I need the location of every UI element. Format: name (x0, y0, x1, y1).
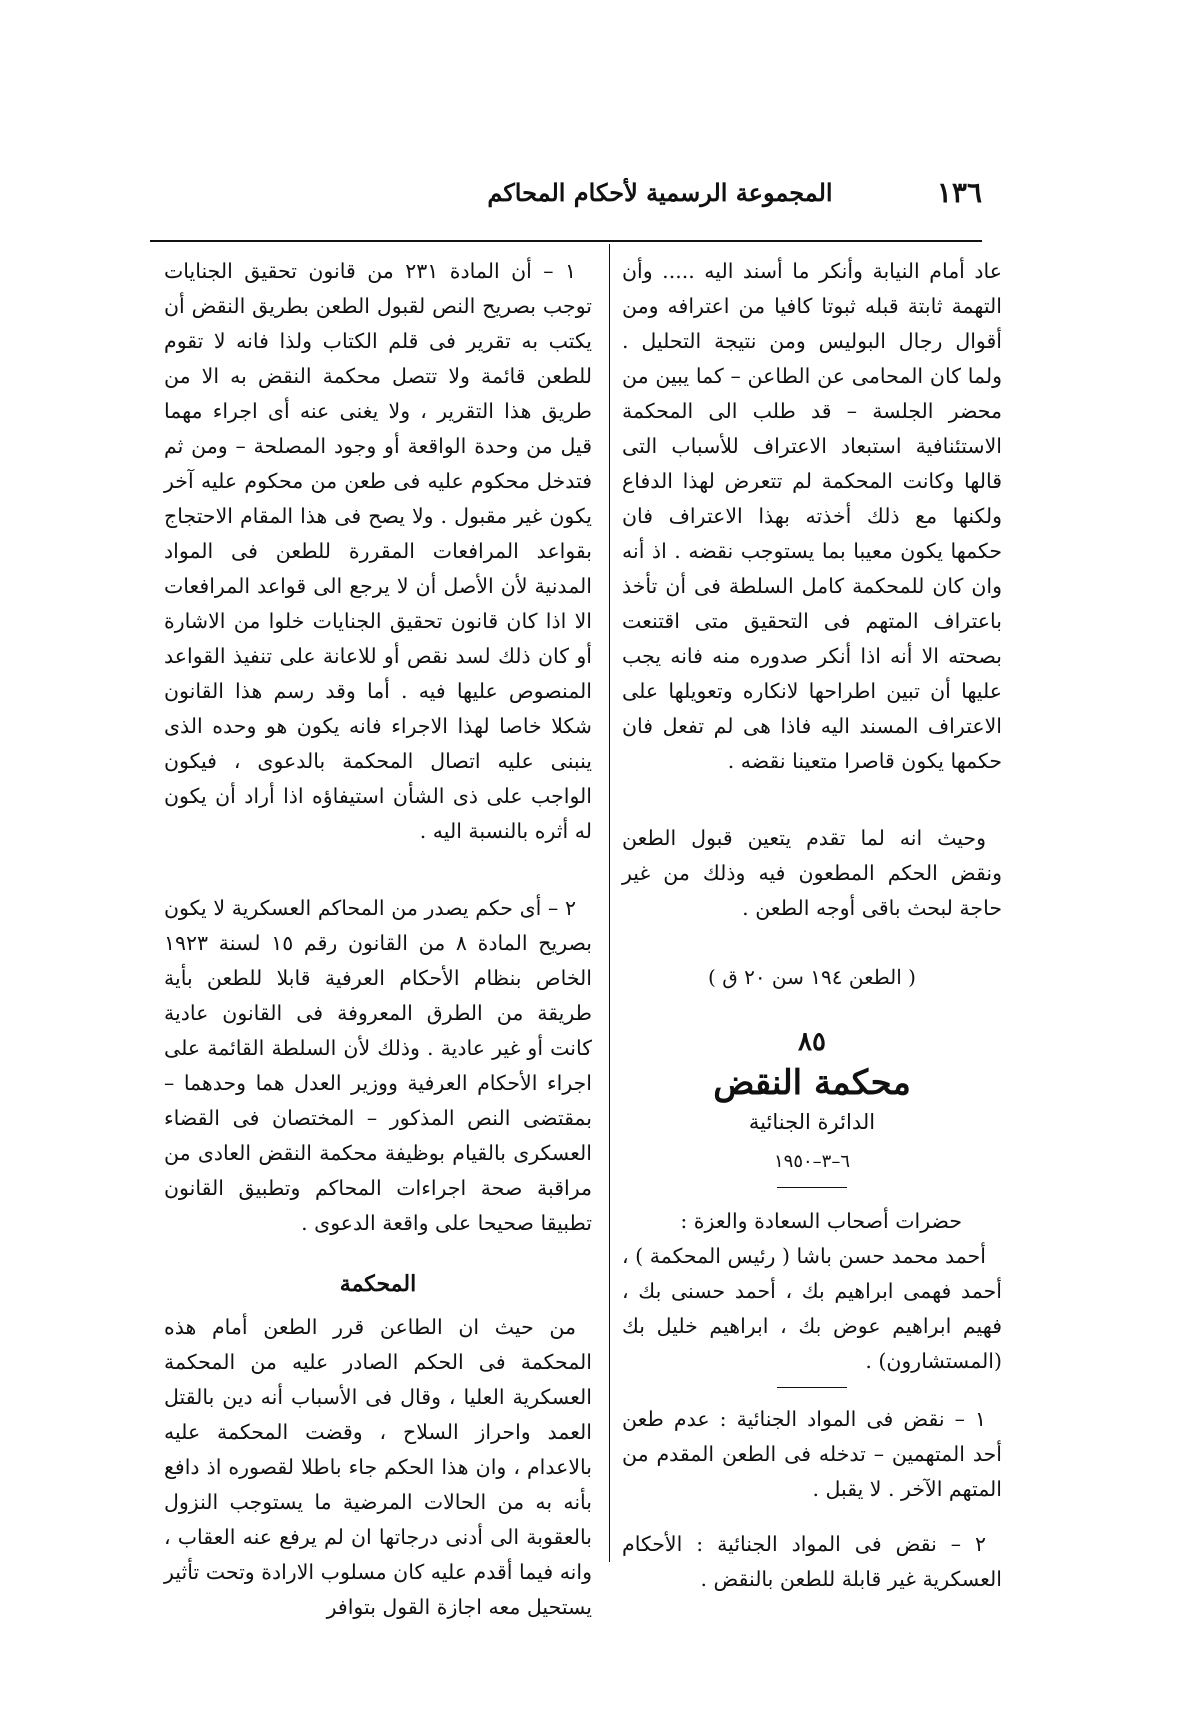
header-rule (150, 240, 982, 242)
judgment-paragraph: من حيث ان الطاعن قرر الطعن أمام هذه المحكمة فى الحكم الصادر عليه من المحكمة العسكرية العليا ، وقال فى الأسباب أنه دين بالقتل العمد واحراز السلاح ، وقضت المحكمة عليه بالاعدام ، وان هذا الحكم جاء باطلا لقصوره اذ دافع بأنه به من الحالات المرضية ما يستوجب النزول بالعقوبة الى أدنى درجاتها ان لم يرفع عنه العقاب ، وانه فيما أقدم عليه كان مسلوب الارادة وتحت تأثير يستحيل معه اجازة القول بتوافر (164, 1315, 592, 1619)
section-heading: المحكمة (339, 1271, 417, 1297)
left-column (164, 254, 592, 1625)
page-number: ١٣٦ (936, 176, 982, 209)
court-name: محكمة النقض (713, 1063, 911, 1103)
case-date: ٦–٣–١٩٥٠ (773, 1151, 850, 1172)
case-number: ٨٥ (798, 1027, 826, 1057)
headnote-1: ١ – نقض فى المواد الجنائية : عدم طعن أحد المتهمين – تدخله فى الطعن المقدم من المتهم الآخر . لا يقبل . (622, 1407, 1002, 1501)
bench-rule (777, 1387, 847, 1388)
page-header (150, 176, 982, 222)
running-title: المجموعة الرسمية لأحكام المحاكم (487, 178, 833, 207)
date-rule (777, 1187, 847, 1188)
continued-paragraph: عاد أمام النيابة وأنكر ما أسند اليه ..... وأن التهمة ثابتة قبله ثبوتا كافيا من اعترافه ومن أقوال رجال البوليس ومن نتيجة التحليل . ولما كان المحامى عن الطاعن – كما يبين من محضر الجلسة – قد طلب الى المحكمة الاستئنافية استبعاد الاعتراف للأسباب التى قالها وكانت المحكمة لم تتعرض لهذا الدفاع ولكنها مع ذلك أخذته بهذا الاعتراف فان حكمها يكون معيبا بما يستوجب نقضه . اذ أنه وان كان للمحكمة كامل السلطة فى أن تأخذ باعتراف المتهم فى التحقيق متى اقتنعت بصحته الا أنه اذا أنكر صدوره منه فانه يجب عليها أن تبين اطراحها لانكاره وتعويلها على الاعتراف المسند اليه فاذا هى لم تفعل فان حكمها يكون قاصرا متعينا نقضه . (622, 259, 1002, 773)
conclusion-paragraph: وحيث انه لما تقدم يتعين قبول الطعن ونقض الحكم المطعون فيه وذلك من غير حاجة لبحث باقى أوجه الطعن . (622, 826, 1002, 920)
case-citation: ( الطعن ١٩٤ سن ٢٠ ق ) (708, 965, 916, 989)
principle-2: ٢ – أى حكم يصدر من المحاكم العسكرية لا يكون بصريح المادة ٨ من القانون رقم ١٥ لسنة ١٩٢٣ الخاص بنظام الأحكام العرفية قابلا للطعن بأية طريقة من الطرق المعروفة فى القانون عادية كانت أو غير عادية . وذلك لأن السلطة القائمة على اجراء الأحكام العرفية ووزير العدل هما وحدهما – بمقتضى النص المذكور – المختصان فى القضاء العسكرى بالقيام بوظيفة محكمة النقض العادى من مراقبة صحة اجراءات المحاكم وتطبيق القانون تطبيقا صحيحا على واقعة الدعوى . (164, 896, 592, 1235)
court-circuit: الدائرة الجنائية (748, 1110, 876, 1134)
column-divider (609, 244, 610, 1562)
bench-intro: حضرات أصحاب السعادة والعزة : (680, 1209, 962, 1233)
headnote-2: ٢ – نقض فى المواد الجنائية : الأحكام العسكرية غير قابلة للطعن بالنقض . (622, 1532, 1002, 1591)
bench-names: أحمد محمد حسن باشا ( رئيس المحكمة ) ، أحمد فهمى ابراهيم بك ، أحمد حسنى بك ، فهيم ابراهيم عوض بك ، ابراهيم خليل بك (المستشارون) . (622, 1244, 1002, 1373)
right-column (622, 254, 1002, 1597)
principle-1: ١ – أن المادة ٢٣١ من قانون تحقيق الجنايات توجب بصريح النص لقبول الطعن بطريق النقض أن يكتب به تقرير فى قلم الكتاب ولذا فانه لا تقوم للطعن قائمة ولا تتصل محكمة النقض به الا من طريق هذا التقرير ، ولا يغنى عنه أى اجراء مهما قيل من وحدة الواقعة أو وجود المصلحة – ومن ثم فتدخل محكوم عليه فى طعن من محكوم عليه آخر يكون غير مقبول . ولا يصح فى هذا المقام الاحتجاج بقواعد المرافعات المقررة للطعن فى المواد المدنية لأن الأصل أن لا يرجع الى قواعد المرافعات الا اذا كان قانون تحقيق الجنايات خلوا من الاشارة أو كان ذلك لسد نقص أو للاعانة على تنفيذ القواعد المنصوص عليها فيه . أما وقد رسم هذا القانون شكلا خاصا لهذا الاجراء فانه يكون هو وحده الذى ينبنى عليه اتصال المحكمة بالدعوى ، فيكون الواجب على ذى الشأن استيفاؤه اذا أراد أن يكون له أثره بالنسبة اليه . (164, 259, 592, 843)
